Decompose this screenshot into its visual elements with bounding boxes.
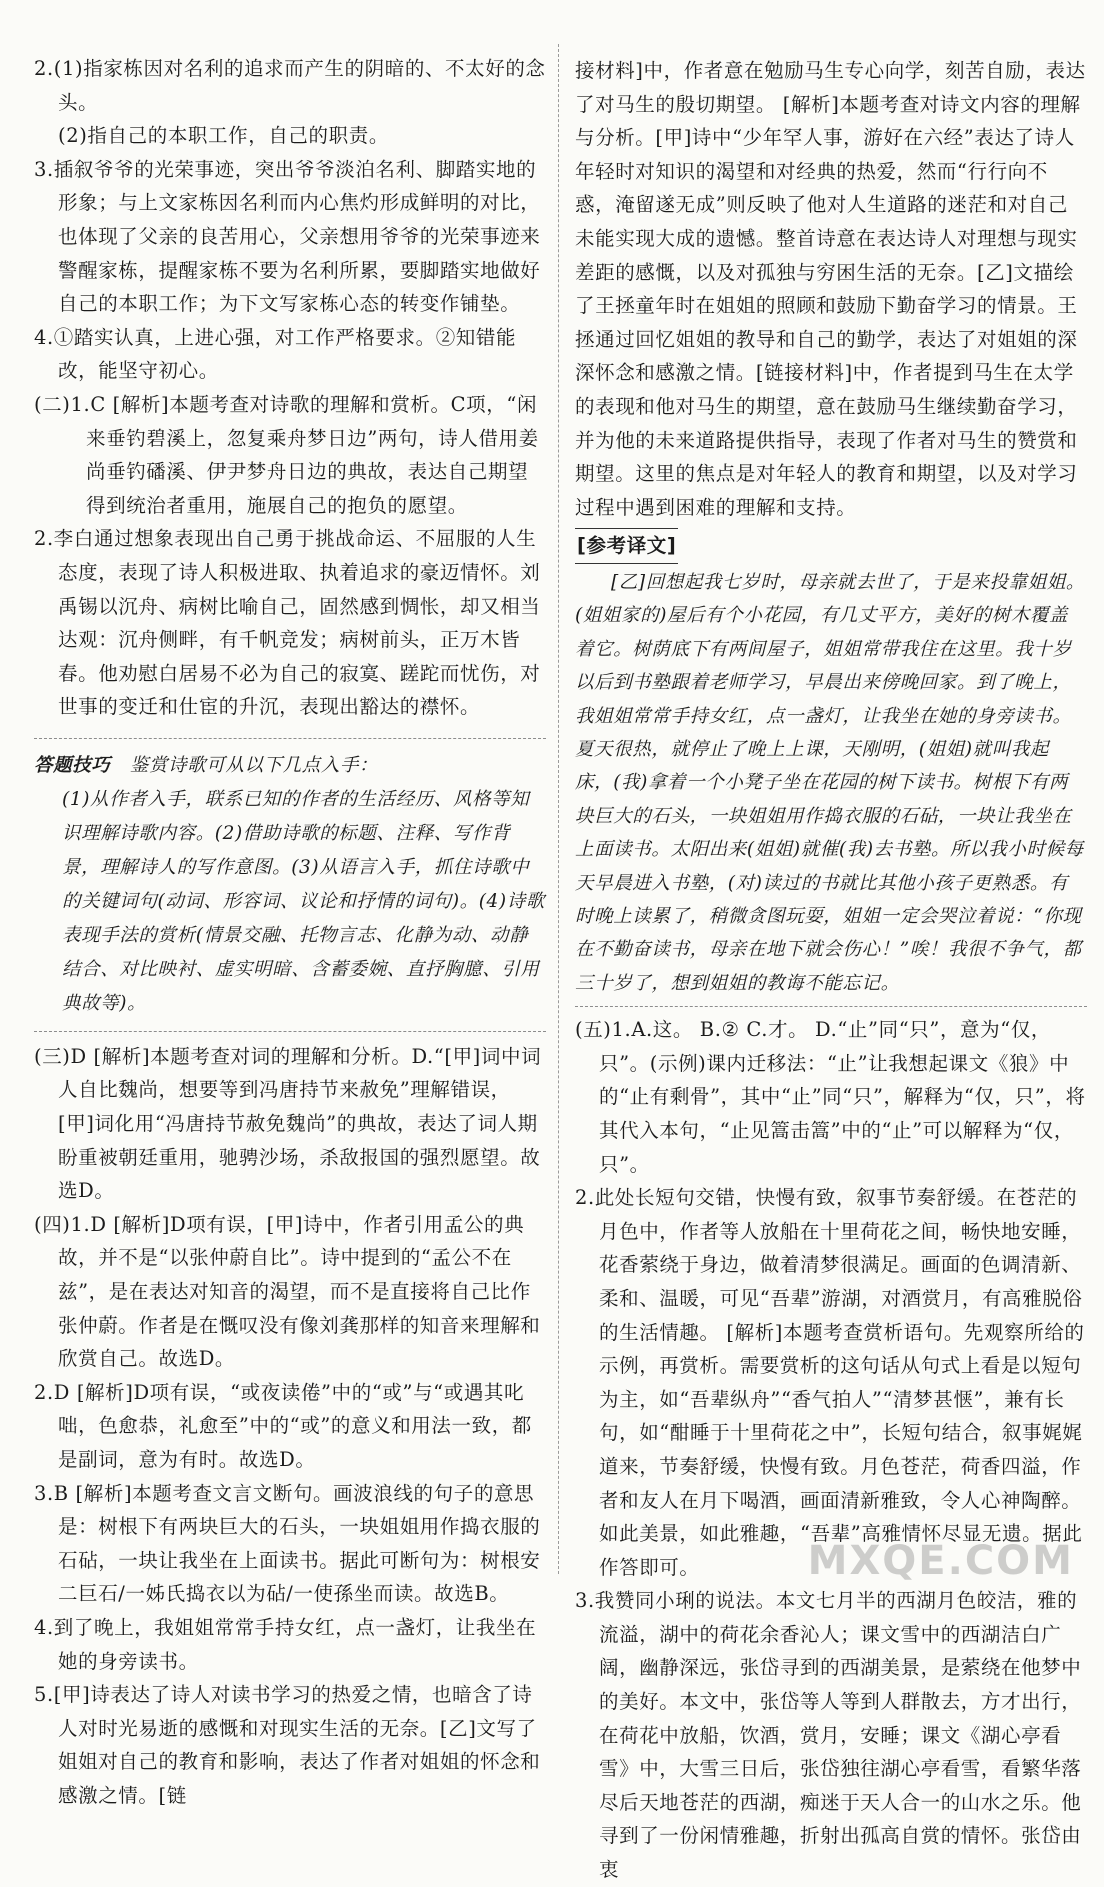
tips-body: (1)从作者入手，联系已知的作者的生活经历、风格等知识理解诗歌内容。(2)借助诗歌的标题、注释、写作背景，理解诗人的写作意图。(3)从语言入手，抓住诗歌中的关键词句(动词、形容词、议论和抒情的词句)。(4)诗歌表现手法的赏析(情景交融、托物言志、化静为动、动静结合、对比映衬、虚实明暗、含蓄委婉、直抒胸臆、引用典故等)。 [62,788,545,1014]
reference-title: [参考译文] [575,528,678,564]
tips-intro: 鉴赏诗歌可从以下几点入手： [129,754,379,776]
column-divider [558,44,559,1574]
answer-item: 3.我赞同小琍的说法。本文七月半的西湖月色皎洁，雅的流溢，湖中的荷花余香沁人；课文雪中的西湖洁白广阔，幽静深远，张岱寻到的西湖美景，是萦绕在他梦中的美好。本文中，张岱等人等到人群散去，方才出行，在荷花中放船，饮酒，赏月，安睡；课文《湖心亭看雪》中，大雪三日后，张岱独往湖心亭看雪，看繁华落尽后天地苍茫的西湖，痴迷于天人合一的山水之乐。他寻到了一份闲情雅趣，折射出孤高自赏的情怀。张岱由衷 [575,1589,1082,1882]
answer-item: (三)D [解析]本题考查对词的理解和分析。D.“[甲]词中词人自比魏尚，想要等到冯唐持节来赦免”理解错误，[甲]词化用“冯唐持节赦免魏尚”的典故，表达了词人期盼重被朝廷重用，驰骋沙场，杀敌报国的强烈愿望。故选D。 [34,1044,542,1203]
answer-tips-box [34,738,546,1032]
right-column [575,54,1087,1887]
answer-item: (二)1.C [解析]本题考查对诗歌的理解和赏析。C项，“闲来垂钓碧溪上，忽复乘舟梦日边”两句，诗人借用姜尚垂钓磻溪、伊尹梦舟日边的典故，表达自己期望得到统治者重用，施展自己的抱负的愿望。 [34,392,539,517]
answer-item: (五)1.A.这。 B.② C.才。 D.“止”同“只”，意为“仅，只”。(示例)课内迁移法：“止”让我想起课文《狼》中的“止有剩骨”，其中“止”同“只”，解释为“仅，只”，将其代入本句，“止见篙击篙”中的“止”可以解释为“仅，只”。 [575,1018,1086,1176]
answer-item: 3.B [解析]本题考查文言文断句。画波浪线的句子的意思是：树根下有两块巨大的石头，一块姐姐用作捣衣服的石砧，一块让我坐在上面读书。据此可断句为：树根安二巨石/一姊氏捣衣以为砧/一使孫坐而读。故选B。 [34,1481,541,1606]
tips-content [34,749,546,1021]
reference-text: [乙]回想起我七岁时，母亲就去世了，于是来投靠姐姐。(姐姐家的)屋后有个小花园，有几丈平方，美好的树木覆盖着它。树荫底下有两间屋子，姐姐常带我住在这里。我十岁以后到书塾跟着老师学习，早晨出来傍晚回家。到了晚上，我姐姐常常手持女红，点一盏灯，让我坐在她的身旁读书。夏天很热，就停止了晚上上课，天刚明，(姐姐)就叫我起床，(我)拿着一个小凳子坐在花园的树下读书。树根下有两块巨大的石头，一块姐姐用作捣衣服的石砧，一块让我坐在上面读书。太阳出来(姐姐)就催(我)去书塾。所以我小时候每天早晨进入书塾，(对)读过的书就比其他小孩子更熟悉。有时晚上读累了，稍微贪图玩耍，姐姐一定会哭泣着说：“你现在不勤奋读书，母亲在地下就会伤心！”唉！我很不争气，都三十岁了，想到姐姐的教诲不能忘记。 [575,571,1086,994]
left-column [34,52,546,1813]
answer-item: 2.(1)指家栋因对名利的追求而产生的阴暗的、不太好的念头。 [34,57,546,114]
answer-item: 2.此处长短句交错，快慢有致，叙事节奏舒缓。在苍茫的月色中，作者等人放船在十里荷花之间，畅快地安睡，花香萦绕于身边，做着清梦很满足。画面的色调清新、柔和、温暖，可见“吾辈”游湖，对酒赏月，有高雅脱俗的生活情趣。 [解析]本题考查赏析语句。先观察所给的示例，再赏析。需要赏析的这句话从句式上看是以短句为主，如“吾辈纵舟”“香气拍人”“清梦甚惬”，兼有长句，如“酣睡于十里荷花之中”，长短句结合，叙事娓娓道来，节奏舒缓，快慢有致。月色苍茫，荷香四溢，作者和友人在月下喝酒，画面清新雅致，令人心神陶醉。如此美景，如此雅趣，“吾辈”高雅情怀尽显无遗。据此作答即可。 [575,1186,1085,1579]
site-watermark: MXQE.COM [807,1538,1074,1584]
answer-item: 4.到了晚上，我姐姐常常手持女红，点一盏灯，让我坐在她的身旁读书。 [34,1615,537,1673]
answer-item: (四)1.D [解析]D项有误，[甲]诗中，作者引用孟公的典故，并不是“以张仲蔚自比”。诗中提到的“孟公不在兹”，是在表达对知音的渴望，而不是直接将自己比作张仲蔚。作者是在慨叹没有像刘龚那样的知音来理解和欣赏自己。故选D。 [34,1212,541,1371]
answer-item-continued: (2)指自己的本职工作，自己的职责。 [58,124,389,148]
tips-title: 答题技巧 [34,754,111,776]
reference-translation-box [575,524,1087,1007]
answer-item: 2.李白通过想象表现出自己勇于挑战命运、不屈服的人生态度，表现了诗人积极进取、执着追求的豪迈情怀。刘禹锡以沉舟、病树比喻自己，固然感到惆怅，却又相当达观：沉舟侧畔，有千帆竞发；病树前头，正万木皆春。他劝慰白居易不必为自己的寂寞、蹉跎而忧伤，对世事的变迁和仕宦的升沉，表现出豁达的襟怀。 [34,527,541,719]
answer-item: 5.[甲]诗表达了诗人对读书学习的热爱之情，也暗含了诗人对时光易逝的感慨和对现实生活的无奈。[乙]文写了姐姐对自己的教育和影响，表达了作者对姐姐的怀念和感激之情。[链 [34,1683,541,1807]
answer-item: 3.插叙爷爷的光荣事迹，突出爷爷淡泊名利、脚踏实地的形象；与上文家栋因名利而内心焦灼形成鲜明的对比，也体现了父亲的良苦用心，父亲想用爷爷的光荣事迹来警醒家栋，提醒家栋不要为名利所累，要脚踏实地做好自己的本职工作；为下文写家栋心态的转变作铺垫。 [34,157,541,316]
answer-item: 4.①踏实认真，上进心强，对工作严格要求。②知错能改，能坚守初心。 [34,325,517,383]
answer-item-continued: 接材料]中，作者意在勉励马生专心向学，刻苦自励，表达了对马生的殷切期望。 [解析]本题考查对诗文内容的理解与分析。[甲]诗中“少年罕人事，游好在六经”表达了诗人年轻时对知识的渴望和对经典的热爱，然而“行行向不惑，淹留遂无成”则反映了他对人生道路的迷茫和对自己未能实现大成的遗憾。整首诗意在表达诗人对理想与现实差距的感慨，以及对孤独与穷困生活的无奈。[乙]文描绘了王拯童年时在姐姐的照顾和鼓励下勤奋学习的情景。王拯通过回忆姐姐的教导和自己的勤学，表达了对姐姐的深深怀念和感激之情。[链接材料]中，作者提到马生在太学的表现和他对马生的期望，意在鼓励马生继续勤奋学习，并为他的未来道路提供指导，表现了作者对马生的赞赏和期望。这里的焦点是对年轻人的教育和期望，以及对学习过程中遇到困难的理解和支持。 [575,59,1086,519]
answer-item: 2.D [解析]D项有误，“或夜读倦”中的“或”与“或遇其叱咄，色愈恭，礼愈至”中的“或”的意义和用法一致，都是副词，意为有时。故选D。 [34,1380,532,1471]
